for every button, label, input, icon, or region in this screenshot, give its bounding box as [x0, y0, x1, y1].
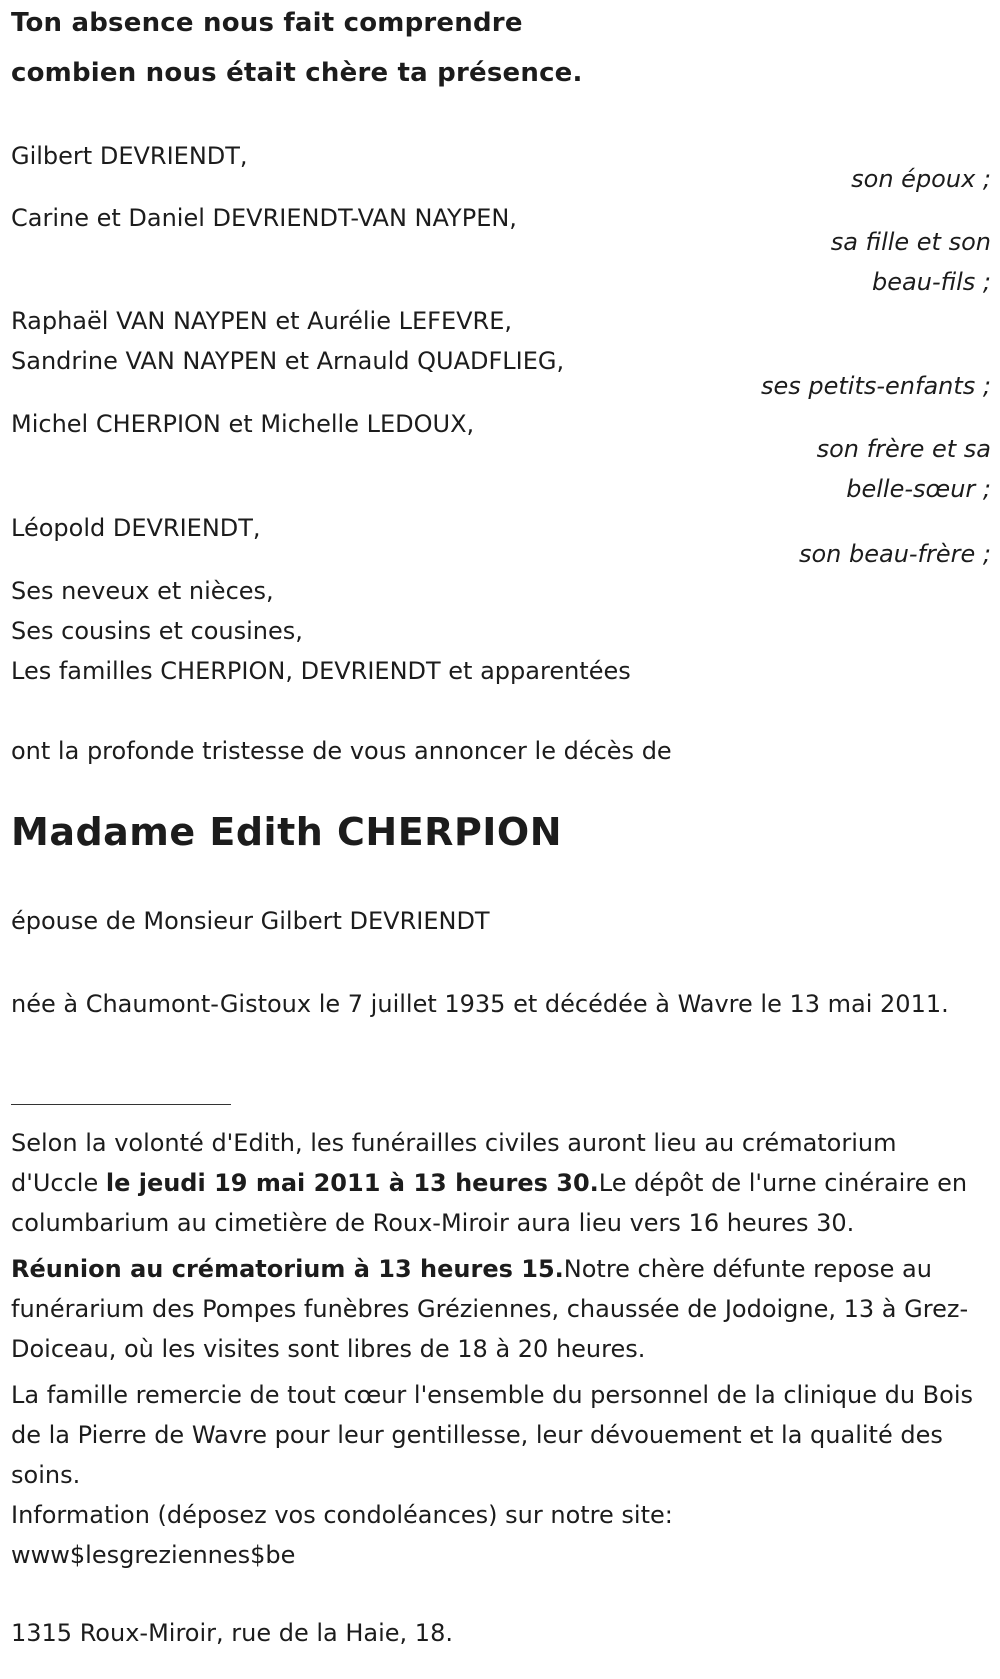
thanks-paragraph: La famille remercie de tout cœur l'ensemble du personnel de la clinique du Bois de la Pierre de Wavre pour leur gentillesse, leur dévouement et la qualité des soins.	[11, 1381, 973, 1489]
relatives-line: Ses cousins et cousines,	[11, 617, 303, 645]
family-name: Michel CHERPION et Michelle LEDOUX,	[11, 410, 475, 438]
spouse-line: épouse de Monsieur Gilbert DEVRIENDT	[11, 907, 490, 935]
funeral-date: le jeudi 19 mai 2011 à 13 heures 30.	[105, 1169, 599, 1197]
gathering-time: Réunion au crématorium à 13 heures 15.	[11, 1255, 564, 1283]
family-name: Sandrine VAN NAYPEN et Arnauld QUADFLIEG,	[11, 347, 565, 375]
family-name: Léopold DEVRIENDT,	[11, 514, 261, 542]
header-line-1: Ton absence nous fait comprendre	[11, 8, 523, 38]
header-line-2: combien nous était chère ta présence.	[11, 58, 583, 88]
address-text: 1315 Roux-Miroir, rue de la Haie, 18.	[11, 1619, 453, 1647]
family-relation: son frère et sa	[816, 435, 991, 463]
gathering-text: Notre chère défunte repose au funérarium des Pompes funèbres Gréziennes, chaussée de Jodoigne, 13 à Grez-Doiceau, où les visites sont libres de 18 à 20 heures.	[11, 1255, 969, 1363]
info-line: Information (déposez vos condoléances) sur notre site:	[11, 1501, 673, 1529]
family-relation: ses petits-enfants ;	[760, 372, 991, 400]
family-relation: son époux ;	[851, 165, 991, 193]
birth-death-text: née à Chaumont-Gistoux le 7 juillet 1935 et décédée à Wavre le 13 mai 2011.	[11, 990, 949, 1018]
announcement-text: ont la profonde tristesse de vous annoncer le décès de	[11, 737, 672, 765]
family-relation: son beau-frère ;	[798, 540, 991, 568]
deceased-name: Madame Edith CHERPION	[11, 810, 563, 854]
relatives-line: Les familles CHERPION, DEVRIENDT et apparentées	[11, 657, 631, 685]
funeral-text: Le dépôt de l'urne cinéraire en columbarium au cimetière de Roux-Miroir aura lieu vers 16 heures 30.	[11, 1169, 968, 1237]
family-name: Carine et Daniel DEVRIENDT-VAN NAYPEN,	[11, 204, 517, 232]
website-text: www$lesgreziennes$be	[11, 1541, 296, 1569]
divider	[11, 1104, 231, 1105]
family-relation: beau-fils ;	[872, 268, 991, 296]
funeral-text: Selon la volonté d'Edith, les funérailles civiles auront lieu au crématorium d'Uccle	[11, 1129, 897, 1197]
relatives-line: Ses neveux et nièces,	[11, 577, 274, 605]
funeral-paragraph	[11, 1123, 991, 1243]
family-name: Raphaël VAN NAYPEN et Aurélie LEFEVRE,	[11, 307, 512, 335]
family-name: Gilbert DEVRIENDT,	[11, 142, 248, 170]
gathering-paragraph	[11, 1249, 991, 1369]
family-relation: belle-sœur ;	[846, 475, 991, 503]
family-relation: sa fille et son	[830, 228, 991, 256]
